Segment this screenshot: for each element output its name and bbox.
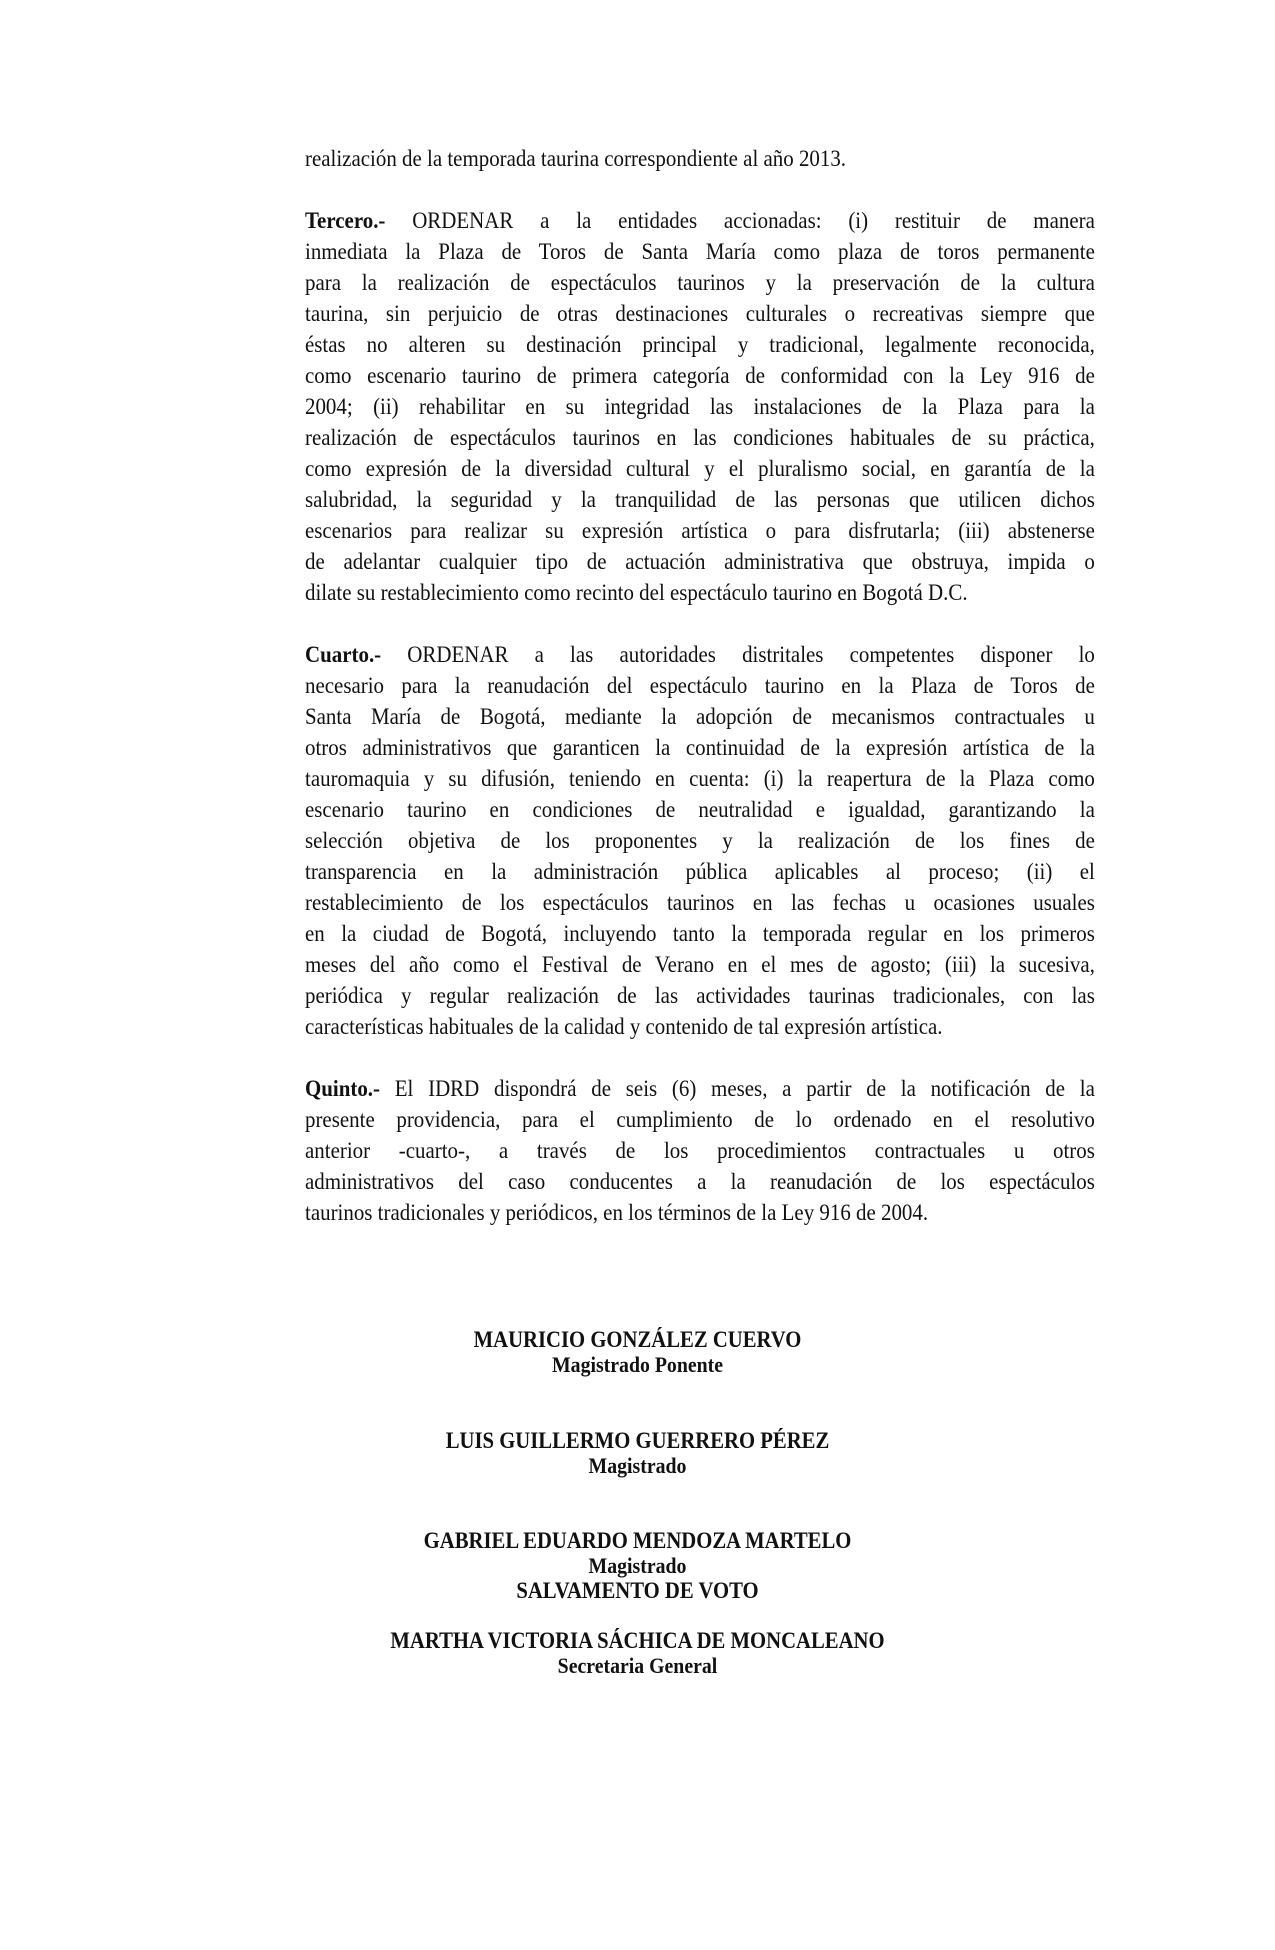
text-line: administrativos del caso conducentes a la reanudación de los espectáculos	[305, 1169, 1095, 1194]
text-line: selección objetiva de los proponentes y la realización de los fines de	[305, 828, 1095, 853]
text-line: en la ciudad de Bogotá, incluyendo tanto la temporada regular en los primeros	[305, 921, 1095, 946]
text-line: realización de la temporada taurina correspondiente al año 2013.	[305, 146, 847, 171]
text-line: éstas no alteren su destinación principal y tradicional, legalmente reconocida,	[305, 332, 1095, 357]
signature-block	[0, 1327, 1275, 1377]
text-line: tauromaquia y su difusión, teniendo en cuenta: (i) la reapertura de la Plaza como	[305, 766, 1095, 791]
signatory-role: Secretaria General	[557, 1653, 718, 1678]
text-line-content: ORDENAR a las autoridades distritales competentes disponer lo	[407, 642, 1095, 667]
text-line: inmediata la Plaza de Toros de Santa María como plaza de toros permanente	[305, 239, 1095, 264]
signatory-role: Magistrado Ponente	[551, 1352, 724, 1377]
signatory-name: GABRIEL EDUARDO MENDOZA MARTELO	[423, 1528, 852, 1553]
text-line: escenario taurino en condiciones de neutralidad e igualdad, garantizando la	[305, 797, 1095, 822]
text-line: realización de espectáculos taurinos en las condiciones habituales de su práctica,	[305, 425, 1095, 450]
signatory-name: MAURICIO GONZÁLEZ CUERVO	[473, 1327, 802, 1352]
paragraph-heading: Cuarto.-	[305, 642, 382, 667]
paragraph-tercero	[305, 205, 1095, 608]
text-line: dilate su restablecimiento como recinto del espectáculo taurino en Bogotá D.C.	[305, 580, 968, 605]
text-line	[305, 1073, 1095, 1104]
signatory-role: Magistrado	[588, 1553, 687, 1578]
text-line-content: ORDENAR a la entidades accionadas: (i) restituir de manera	[412, 208, 1095, 233]
text-line: meses del año como el Festival de Verano en el mes de agosto; (iii) la sucesiva,	[305, 952, 1095, 977]
text-line: Santa María de Bogotá, mediante la adopción de mecanismos contractuales u	[305, 704, 1095, 729]
text-line: transparencia en la administración pública aplicables al proceso; (ii) el	[305, 859, 1095, 884]
text-line: taurina, sin perjuicio de otras destinaciones culturales o recreativas siempre que	[305, 301, 1095, 326]
text-line: escenarios para realizar su expresión artística o para disfrutarla; (iii) abstenerse	[305, 518, 1095, 543]
signatory-name: MARTHA VICTORIA SÁCHICA DE MONCALEANO	[390, 1628, 885, 1653]
text-line: taurinos tradicionales y periódicos, en los términos de la Ley 916 de 2004.	[305, 1200, 929, 1225]
text-line: de adelantar cualquier tipo de actuación administrativa que obstruya, impida o	[305, 549, 1095, 574]
paragraph-heading: Quinto.-	[305, 1076, 381, 1101]
text-line	[305, 205, 1095, 236]
intro-paragraph	[305, 143, 1095, 174]
text-line: restablecimiento de los espectáculos taurinos en las fechas u ocasiones usuales	[305, 890, 1095, 915]
dissent-note: SALVAMENTO DE VOTO	[516, 1578, 759, 1603]
paragraph-cuarto	[305, 639, 1095, 1042]
text-line: características habituales de la calidad y contenido de tal expresión artística.	[305, 1014, 943, 1039]
text-line	[305, 639, 1095, 670]
signatory-role: Magistrado	[588, 1453, 687, 1478]
text-line: como escenario taurino de primera categoría de conformidad con la Ley 916 de	[305, 363, 1095, 388]
text-line-content: El IDRD dispondrá de seis (6) meses, a partir de la notificación de la	[394, 1076, 1095, 1101]
signature-block	[0, 1628, 1275, 1678]
text-line: necesario para la reanudación del espectáculo taurino en la Plaza de Toros de	[305, 673, 1095, 698]
text-line: presente providencia, para el cumplimiento de lo ordenado en el resolutivo	[305, 1107, 1095, 1132]
signature-block	[0, 1428, 1275, 1478]
paragraph-quinto	[305, 1073, 1095, 1228]
text-line: para la realización de espectáculos taurinos y la preservación de la cultura	[305, 270, 1095, 295]
paragraph-heading: Tercero.-	[305, 208, 386, 233]
text-line: anterior -cuarto-, a través de los procedimientos contractuales u otros	[305, 1138, 1095, 1163]
text-line: otros administrativos que garanticen la continuidad de la expresión artística de la	[305, 735, 1095, 760]
document-body	[305, 143, 1095, 1259]
text-line: 2004; (ii) rehabilitar en su integridad las instalaciones de la Plaza para la	[305, 394, 1095, 419]
signatory-name: LUIS GUILLERMO GUERRERO PÉREZ	[445, 1428, 830, 1453]
text-line: periódica y regular realización de las actividades taurinas tradicionales, con las	[305, 983, 1095, 1008]
text-line: salubridad, la seguridad y la tranquilidad de las personas que utilicen dichos	[305, 487, 1095, 512]
text-line: como expresión de la diversidad cultural y el pluralismo social, en garantía de la	[305, 456, 1095, 481]
signature-block	[0, 1528, 1275, 1603]
